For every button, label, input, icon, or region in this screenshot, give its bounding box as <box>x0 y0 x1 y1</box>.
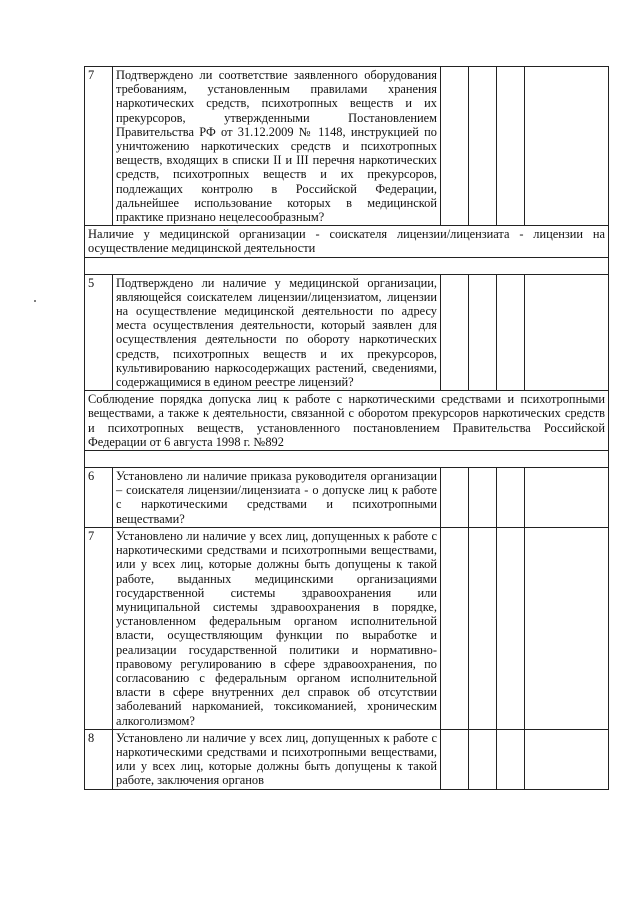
answer-cell-na <box>497 274 525 391</box>
row-number: 8 <box>85 729 113 789</box>
table-row <box>85 468 609 528</box>
question-text: Установлено ли наличие у всех лиц, допущенных к работе с наркотическими средствами и психотропными веществами, или у всех лиц, которые должны быть допущены к такой работе, выданных медицинскими организациями государственной системы здравоохранения или муниципальной системы здравоохранения в порядке, установленном федеральным органом исполнительной власти, осуществляющим функции по выработке и реализации государственной политики и нормативно-правовому регулированию в сфере здравоохранения, по согласованию с федеральным органом исполнительной власти в сфере внутренних дел справок об отсутствии заболеваний наркоманией, токсикоманией, хроническим алкоголизмом? <box>113 527 441 729</box>
answer-cell-note <box>525 67 609 226</box>
table-row <box>85 527 609 729</box>
answer-cell-note <box>525 468 609 528</box>
row-number: 7 <box>85 527 113 729</box>
section-row <box>85 226 609 257</box>
question-text: Подтверждено ли наличие у медицинской организации, являющейся соискателем лицензии/лицензиатом, лицензии на осуществление медицинской деятельности по адресу места осуществления деятельности, который заявлен для осуществления деятельности по обороту наркотических средств, психотропных веществ и их прекурсоров, культивированию наркосодержащих растений, сведениями, содержащимися в едином реестре лицензий? <box>113 274 441 391</box>
answer-cell-na <box>497 729 525 789</box>
spacer-row <box>85 257 609 274</box>
section-heading: Соблюдение порядка допуска лиц к работе с наркотическими средствами и психотропными веществами, а также к деятельности, связанной с оборотом прекурсоров наркотических средств и психотропных веществ, установленного постановлением Правительства Российской Федерации от 6 августа 1998 г. №892 <box>85 391 609 451</box>
answer-cell-note <box>525 527 609 729</box>
answer-cell-yes <box>441 729 469 789</box>
answer-cell-na <box>497 67 525 226</box>
answer-cell-yes <box>441 274 469 391</box>
answer-cell-yes <box>441 527 469 729</box>
row-number: 7 <box>85 67 113 226</box>
question-text: Установлено ли наличие у всех лиц, допущенных к работе с наркотическими средствами и психотропными веществами, или у всех лиц, которые должны быть допущены к такой работе, заключения органов <box>113 729 441 789</box>
answer-cell-note <box>525 729 609 789</box>
answer-cell-no <box>469 67 497 226</box>
table-row <box>85 67 609 226</box>
answer-cell-no <box>469 274 497 391</box>
blank-row <box>85 451 609 468</box>
row-number: 6 <box>85 468 113 528</box>
answer-cell-no <box>469 729 497 789</box>
answer-cell-no <box>469 527 497 729</box>
scan-speck <box>34 300 36 302</box>
spacer-row <box>85 451 609 468</box>
section-heading: Наличие у медицинской организации - соискателя лицензии/лицензиата - лицензии на осуществление медицинской деятельности <box>85 226 609 257</box>
table-row <box>85 729 609 789</box>
row-number: 5 <box>85 274 113 391</box>
answer-cell-note <box>525 274 609 391</box>
checklist-table <box>84 66 609 790</box>
answer-cell-na <box>497 527 525 729</box>
blank-row <box>85 257 609 274</box>
answer-cell-na <box>497 468 525 528</box>
answer-cell-no <box>469 468 497 528</box>
question-text: Подтверждено ли соответствие заявленного оборудования требованиям, установленным правилами хранения наркотических средств, психотропных веществ и их прекурсоров, утвержденными Постановлением Правительства РФ от 31.12.2009 № 1148, инструкцией по уничтожению наркотических средств и психотропных веществ, входящих в списки II и III перечня наркотических средств, психотропных веществ и их прекурсоров, подлежащих контролю в Российской Федерации, дальнейшее использование которых в медицинской практике признано нецелесообразным? <box>113 67 441 226</box>
table-row <box>85 274 609 391</box>
question-text: Установлено ли наличие приказа руководителя организации – соискателя лицензии/лицензиата - о допуске лиц к работе с наркотическими средствами и психотропными веществами? <box>113 468 441 528</box>
section-row <box>85 391 609 451</box>
answer-cell-yes <box>441 468 469 528</box>
answer-cell-yes <box>441 67 469 226</box>
